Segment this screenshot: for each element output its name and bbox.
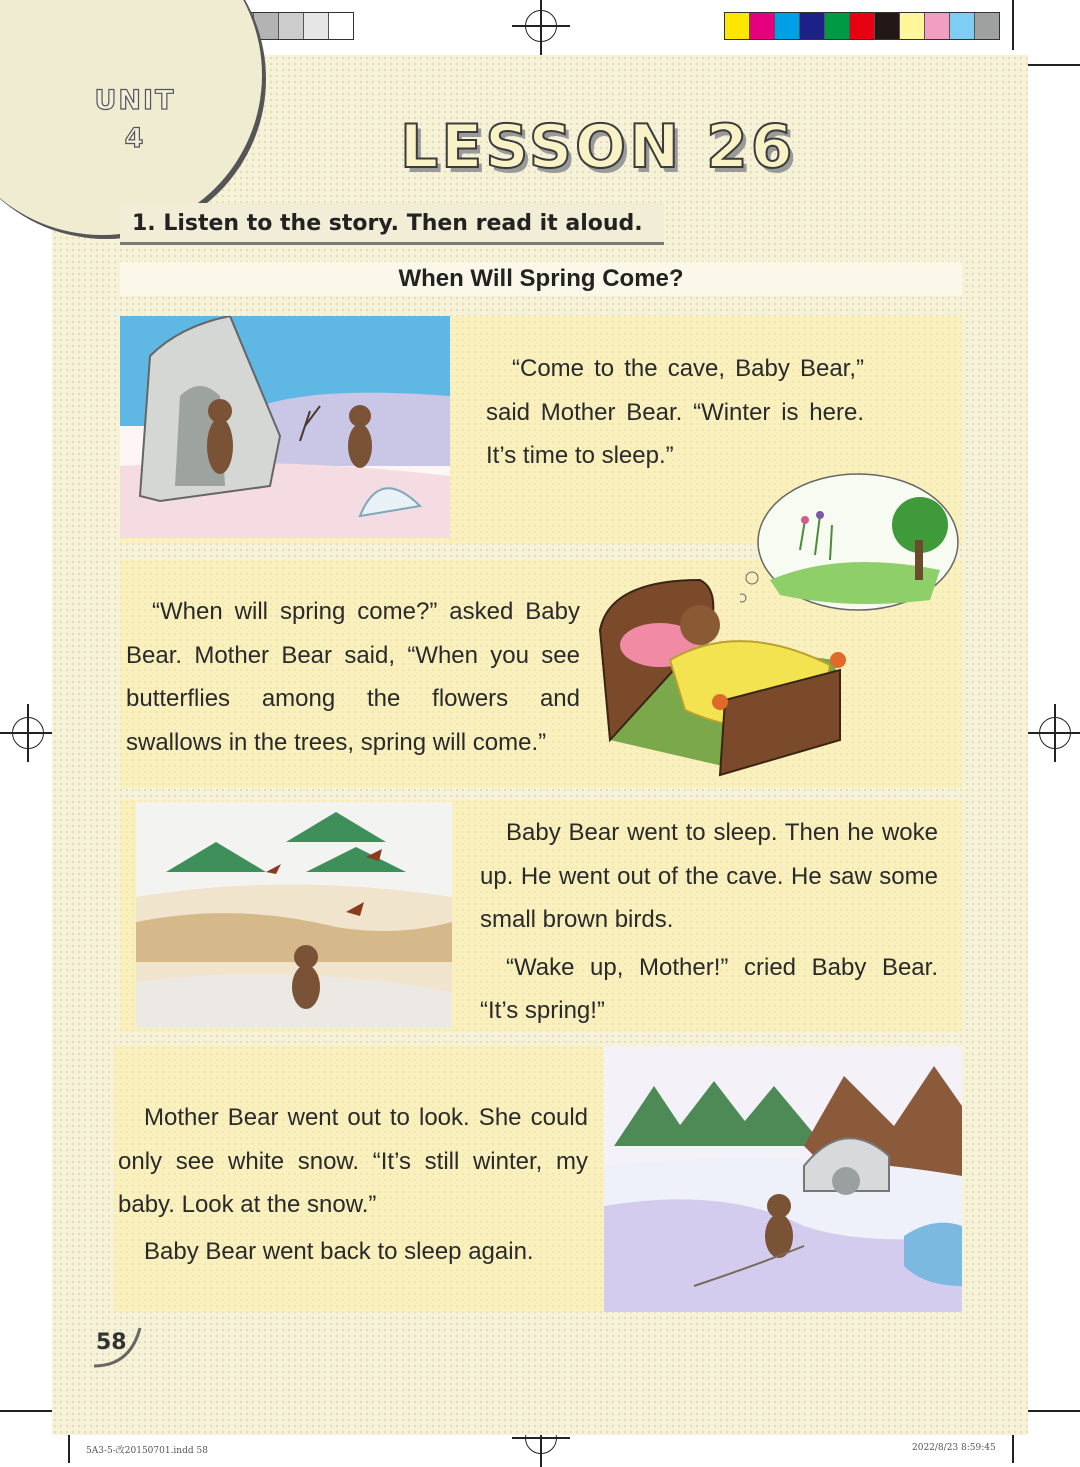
- crop-mark: [1028, 64, 1080, 66]
- birds-over-snowy-hills-illustration: [136, 802, 452, 1028]
- gray-swatch: [329, 13, 353, 39]
- footer-timestamp: 2022/8/23 8:59:45: [912, 1443, 996, 1453]
- color-swatch: [850, 13, 875, 39]
- mother-bear-and-snow-illustration: [604, 1046, 962, 1312]
- gray-swatch: [304, 13, 329, 39]
- color-swatch: [825, 13, 850, 39]
- color-bar: [724, 12, 1000, 40]
- color-swatch: [925, 13, 950, 39]
- page-number: 58: [96, 1330, 127, 1355]
- story-paragraph-4: Mother Bear went out to look. She could only see white snow. “It’s still winter, my baby. Look at the snow.” Baby Bear went back to sleep again.: [118, 1104, 588, 1265]
- story-paragraph-3: Baby Bear went to sleep. Then he woke up. He went out of the cave. He saw some small brown birds. “Wake up, Mother!” cried Baby Bear. “It’s spring!”: [480, 819, 938, 1024]
- footer-file-info: 5A3-5-改20150701.indd 58: [86, 1446, 208, 1456]
- color-swatch: [725, 13, 750, 39]
- registration-mark: [12, 717, 44, 749]
- gray-swatch: [279, 13, 304, 39]
- instruction-heading: 1. Listen to the story. Then read it aloud.: [120, 203, 664, 245]
- story-title: When Will Spring Come?: [120, 262, 962, 296]
- color-swatch: [975, 13, 999, 39]
- story-paragraph-2: “When will spring come?” asked Baby Bear. Mother Bear said, “When you see butterflies among the flowers and swallows in the trees, spring will come.”: [126, 598, 580, 756]
- crop-mark: [1012, 0, 1014, 50]
- crop-mark: [1028, 1410, 1080, 1412]
- color-swatch: [875, 13, 900, 39]
- bears-at-cave-illustration: [120, 316, 450, 538]
- story-paragraph-1: “Come to the cave, Baby Bear,” said Mother Bear. “Winter is here. It’s time to sleep.”: [486, 355, 864, 469]
- color-swatch: [800, 13, 825, 39]
- color-swatch: [950, 13, 975, 39]
- color-swatch: [750, 13, 775, 39]
- gray-swatch: [254, 13, 279, 39]
- baby-bear-in-bed-illustration: [590, 570, 850, 780]
- color-swatch: [775, 13, 800, 39]
- crop-mark: [0, 1410, 52, 1412]
- unit-label: UNIT 4: [94, 85, 176, 154]
- lesson-title: LESSON 26: [400, 112, 796, 182]
- color-swatch: [900, 13, 925, 39]
- registration-mark: [1039, 717, 1071, 749]
- registration-mark: [525, 10, 557, 42]
